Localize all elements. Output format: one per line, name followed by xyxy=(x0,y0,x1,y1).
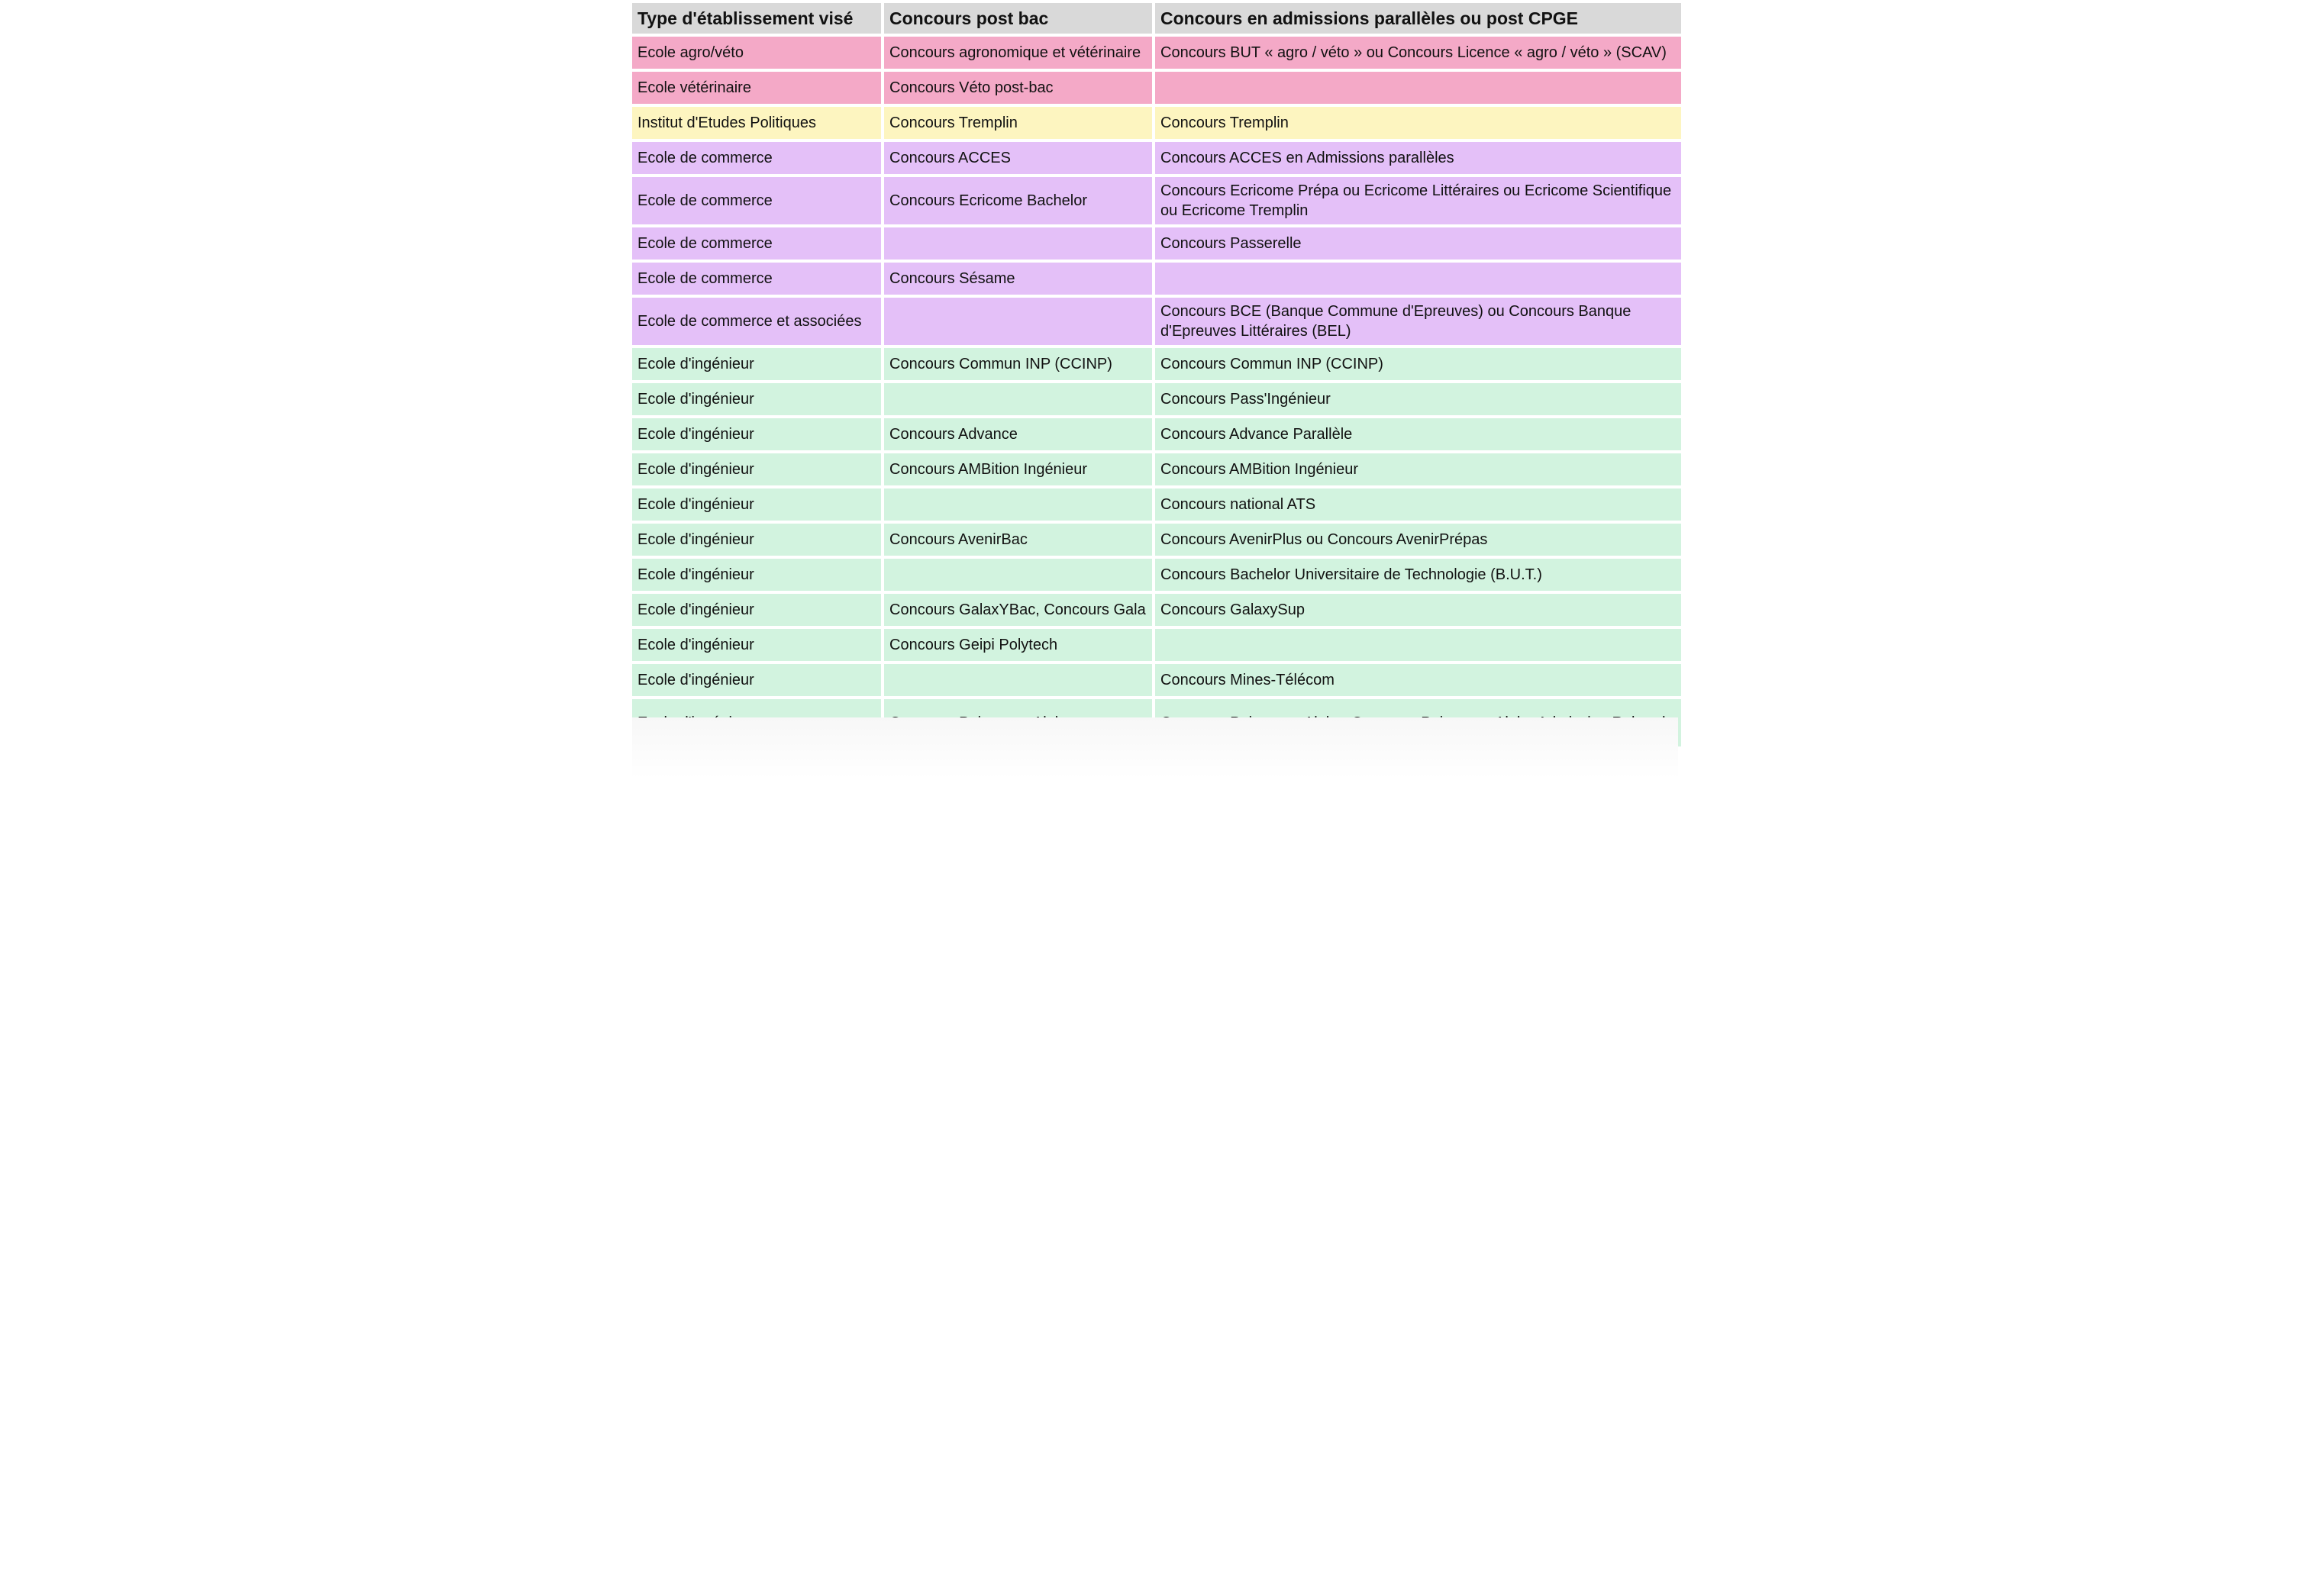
table-row xyxy=(632,348,1681,380)
cell-paralleles: Concours BUT « agro / véto » ou Concours Licence « agro / véto » (SCAV) xyxy=(1155,37,1681,69)
cell-post-bac xyxy=(884,298,1152,345)
cell-paralleles: Concours BCE (Banque Commune d'Epreuves) ou Concours Banque d'Epreuves Littéraires (BEL) xyxy=(1155,298,1681,345)
table-row xyxy=(632,524,1681,556)
cell-post-bac: Concours Commun INP (CCINP) xyxy=(884,348,1152,380)
cell-post-bac: Concours Geipi Polytech xyxy=(884,629,1152,661)
cell-type: Ecole d'ingénieur xyxy=(632,524,881,556)
cell-paralleles: Concours Commun INP (CCINP) xyxy=(1155,348,1681,380)
cell-paralleles xyxy=(1155,72,1681,104)
cell-paralleles: Concours Tremplin xyxy=(1155,107,1681,139)
cell-paralleles: Concours Advance Parallèle xyxy=(1155,418,1681,450)
cell-post-bac: Concours Ecricome Bachelor xyxy=(884,177,1152,224)
table-row xyxy=(632,227,1681,260)
table-row xyxy=(632,263,1681,295)
header-concours-post-bac: Concours post bac xyxy=(884,3,1152,34)
table-row xyxy=(632,383,1681,415)
cell-post-bac: Concours Sésame xyxy=(884,263,1152,295)
cell-paralleles: Concours AvenirPlus ou Concours AvenirPrépas xyxy=(1155,524,1681,556)
cell-post-bac xyxy=(884,559,1152,591)
table-bottom-shadow xyxy=(632,717,1678,779)
table-row xyxy=(632,37,1681,69)
cell-post-bac: Concours AMBition Ingénieur xyxy=(884,453,1152,485)
cell-type: Ecole d'ingénieur xyxy=(632,629,881,661)
table-row xyxy=(632,488,1681,521)
cell-paralleles: Concours Pass'Ingénieur xyxy=(1155,383,1681,415)
cell-type: Ecole de commerce xyxy=(632,177,881,224)
cell-paralleles: Concours Passerelle xyxy=(1155,227,1681,260)
table-row xyxy=(632,298,1681,345)
table-row xyxy=(632,418,1681,450)
cell-type: Ecole agro/véto xyxy=(632,37,881,69)
cell-type: Ecole d'ingénieur xyxy=(632,418,881,450)
cell-type: Ecole vétérinaire xyxy=(632,72,881,104)
concours-table-container xyxy=(629,0,1681,750)
cell-post-bac xyxy=(884,383,1152,415)
cell-post-bac: Concours AvenirBac xyxy=(884,524,1152,556)
cell-type: Ecole de commerce et associées xyxy=(632,298,881,345)
table-row xyxy=(632,594,1681,626)
cell-paralleles: Concours Mines-Télécom xyxy=(1155,664,1681,696)
cell-type: Ecole d'ingénieur xyxy=(632,348,881,380)
cell-post-bac xyxy=(884,488,1152,521)
cell-post-bac xyxy=(884,227,1152,260)
table-row xyxy=(632,559,1681,591)
concours-table xyxy=(629,0,1684,750)
cell-paralleles: Concours AMBition Ingénieur xyxy=(1155,453,1681,485)
cell-paralleles xyxy=(1155,629,1681,661)
cell-type: Institut d'Etudes Politiques xyxy=(632,107,881,139)
table-row xyxy=(632,664,1681,696)
cell-post-bac: Concours ACCES xyxy=(884,142,1152,174)
cell-type: Ecole de commerce xyxy=(632,263,881,295)
cell-type: Ecole de commerce xyxy=(632,142,881,174)
cell-post-bac: Concours Véto post-bac xyxy=(884,72,1152,104)
table-header-row xyxy=(632,3,1681,34)
cell-type: Ecole d'ingénieur xyxy=(632,594,881,626)
cell-paralleles: Concours Bachelor Universitaire de Technologie (B.U.T.) xyxy=(1155,559,1681,591)
cell-post-bac xyxy=(884,664,1152,696)
cell-paralleles: Concours national ATS xyxy=(1155,488,1681,521)
cell-paralleles: Concours ACCES en Admissions parallèles xyxy=(1155,142,1681,174)
header-concours-paralleles: Concours en admissions parallèles ou post CPGE xyxy=(1155,3,1681,34)
table-row xyxy=(632,72,1681,104)
cell-type: Ecole d'ingénieur xyxy=(632,664,881,696)
cell-post-bac: Concours agronomique et vétérinaire xyxy=(884,37,1152,69)
cell-post-bac: Concours Advance xyxy=(884,418,1152,450)
cell-post-bac: Concours Tremplin xyxy=(884,107,1152,139)
cell-paralleles: Concours Ecricome Prépa ou Ecricome Littéraires ou Ecricome Scientifique ou Ecricome Tremplin xyxy=(1155,177,1681,224)
cell-paralleles: Concours GalaxySup xyxy=(1155,594,1681,626)
table-row xyxy=(632,453,1681,485)
cell-paralleles xyxy=(1155,263,1681,295)
cell-type: Ecole d'ingénieur xyxy=(632,453,881,485)
table-row xyxy=(632,629,1681,661)
header-type-etablissement: Type d'établissement visé xyxy=(632,3,881,34)
table-row xyxy=(632,177,1681,224)
table-row xyxy=(632,107,1681,139)
cell-type: Ecole d'ingénieur xyxy=(632,488,881,521)
table-row xyxy=(632,142,1681,174)
cell-type: Ecole de commerce xyxy=(632,227,881,260)
cell-type: Ecole d'ingénieur xyxy=(632,383,881,415)
cell-post-bac: Concours GalaxYBac, Concours Gala xyxy=(884,594,1152,626)
cell-type: Ecole d'ingénieur xyxy=(632,559,881,591)
